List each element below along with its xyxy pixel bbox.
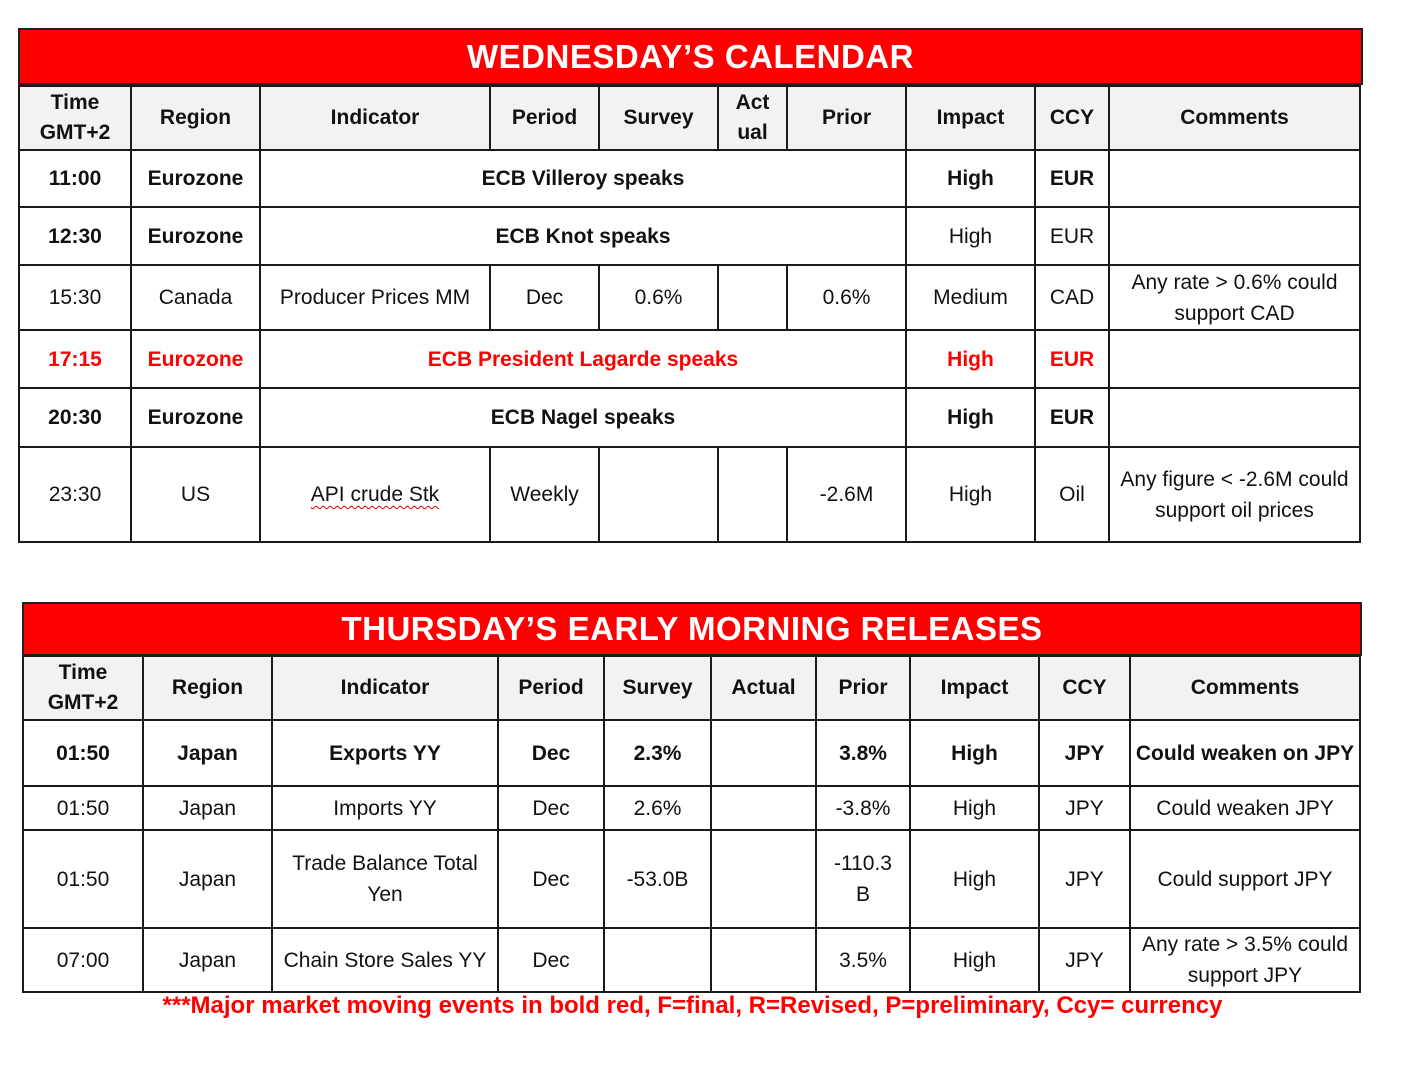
cell-comments: Any rate > 3.5% could support JPY <box>1130 928 1360 992</box>
cell-time: 15:30 <box>19 265 131 330</box>
cell-actual <box>711 928 816 992</box>
table-row <box>19 447 1360 542</box>
cell-impact: High <box>910 928 1039 992</box>
cell-time: 07:00 <box>23 928 143 992</box>
cell-comments: Any figure < -2.6M could support oil prices <box>1109 447 1360 542</box>
cell-period: Dec <box>490 265 599 330</box>
cell-region: Eurozone <box>131 150 260 207</box>
cell-ccy: JPY <box>1039 720 1130 786</box>
wednesday-title: WEDNESDAY’S CALENDAR <box>18 28 1363 85</box>
header-ccy: CCY <box>1035 86 1109 150</box>
cell-impact: High <box>906 447 1035 542</box>
header-time: Time GMT+2 <box>23 656 143 720</box>
cell-impact: Medium <box>906 265 1035 330</box>
cell-indicator <box>260 447 490 542</box>
cell-ccy: JPY <box>1039 830 1130 928</box>
header-prior: Prior <box>787 86 906 150</box>
cell-region: Eurozone <box>131 207 260 265</box>
cell-impact: High <box>906 388 1035 447</box>
cell-period: Dec <box>498 830 604 928</box>
cell-time: 01:50 <box>23 830 143 928</box>
table-row <box>23 830 1360 928</box>
cell-region: Japan <box>143 830 272 928</box>
header-row <box>19 86 1360 150</box>
header-actual: Actual <box>711 656 816 720</box>
cell-region: US <box>131 447 260 542</box>
cell-survey <box>599 447 718 542</box>
header-impact: Impact <box>910 656 1039 720</box>
header-period: Period <box>490 86 599 150</box>
cell-ccy: JPY <box>1039 786 1130 830</box>
cell-comments: Could weaken on JPY <box>1130 720 1360 786</box>
cell-impact: High <box>906 150 1035 207</box>
cell-prior: -3.8% <box>816 786 910 830</box>
cell-comments: Could weaken JPY <box>1130 786 1360 830</box>
cell-comments <box>1109 207 1360 265</box>
cell-actual <box>718 447 787 542</box>
cell-region: Japan <box>143 928 272 992</box>
table-row <box>19 265 1360 330</box>
cell-actual <box>711 720 816 786</box>
table-row <box>23 720 1360 786</box>
table-row <box>23 786 1360 830</box>
cell-time: 01:50 <box>23 720 143 786</box>
cell-ccy: CAD <box>1035 265 1109 330</box>
cell-period: Dec <box>498 786 604 830</box>
cell-prior: 3.5% <box>816 928 910 992</box>
cell-prior: 0.6% <box>787 265 906 330</box>
header-indicator: Indicator <box>272 656 498 720</box>
header-comments: Comments <box>1130 656 1360 720</box>
cell-indicator: Producer Prices MM <box>260 265 490 330</box>
cell-indicator: Exports YY <box>272 720 498 786</box>
cell-region: Eurozone <box>131 330 260 388</box>
cell-impact: High <box>910 720 1039 786</box>
prior-value: -110.3B <box>834 852 892 906</box>
cell-event: ECB Nagel speaks <box>260 388 906 447</box>
table-row <box>23 928 1360 992</box>
cell-indicator: Imports YY <box>272 786 498 830</box>
cell-actual <box>711 786 816 830</box>
header-time: Time GMT+2 <box>19 86 131 150</box>
cell-period: Dec <box>498 928 604 992</box>
cell-period: Dec <box>498 720 604 786</box>
spellcheck-text: API crude Stk <box>310 483 440 506</box>
cell-region: Eurozone <box>131 388 260 447</box>
cell-ccy: EUR <box>1035 150 1109 207</box>
cell-region: Japan <box>143 786 272 830</box>
cell-event: ECB President Lagarde speaks <box>260 330 906 388</box>
cell-region: Japan <box>143 720 272 786</box>
cell-survey <box>604 928 711 992</box>
header-indicator: Indicator <box>260 86 490 150</box>
cell-prior <box>816 830 910 928</box>
cell-event: ECB Knot speaks <box>260 207 906 265</box>
cell-impact: High <box>906 207 1035 265</box>
header-region: Region <box>131 86 260 150</box>
cell-comments <box>1109 150 1360 207</box>
cell-survey: 0.6% <box>599 265 718 330</box>
cell-impact: High <box>910 786 1039 830</box>
cell-time: 01:50 <box>23 786 143 830</box>
cell-time: 23:30 <box>19 447 131 542</box>
cell-ccy: JPY <box>1039 928 1130 992</box>
header-actual: Act ual <box>718 86 787 150</box>
cell-survey: 2.3% <box>604 720 711 786</box>
cell-comments: Could support JPY <box>1130 830 1360 928</box>
cell-region: Canada <box>131 265 260 330</box>
cell-survey: -53.0B <box>604 830 711 928</box>
cell-impact: High <box>910 830 1039 928</box>
header-row <box>23 656 1360 720</box>
cell-ccy: EUR <box>1035 388 1109 447</box>
cell-indicator: Trade Balance Total Yen <box>272 830 498 928</box>
cell-time: 11:00 <box>19 150 131 207</box>
table-row <box>19 150 1360 207</box>
footnote-legend: ***Major market moving events in bold red, F=final, R=Revised, P=preliminary, Ccy= currency <box>162 992 1223 1019</box>
cell-prior: 3.8% <box>816 720 910 786</box>
header-impact: Impact <box>906 86 1035 150</box>
cell-comments <box>1109 388 1360 447</box>
header-prior: Prior <box>816 656 910 720</box>
thursday-releases-table <box>22 655 1361 993</box>
header-survey: Survey <box>599 86 718 150</box>
thursday-title: THURSDAY’S EARLY MORNING RELEASES <box>22 602 1362 656</box>
wednesday-calendar-table <box>18 85 1361 543</box>
table-row-highlighted <box>19 330 1360 388</box>
cell-prior: -2.6M <box>787 447 906 542</box>
cell-survey: 2.6% <box>604 786 711 830</box>
header-ccy: CCY <box>1039 656 1130 720</box>
cell-comments: Any rate > 0.6% could support CAD <box>1109 265 1360 330</box>
cell-comments <box>1109 330 1360 388</box>
header-survey: Survey <box>604 656 711 720</box>
cell-event: ECB Villeroy speaks <box>260 150 906 207</box>
table-row <box>19 388 1360 447</box>
cell-time: 12:30 <box>19 207 131 265</box>
header-comments: Comments <box>1109 86 1360 150</box>
cell-time: 17:15 <box>19 330 131 388</box>
cell-period: Weekly <box>490 447 599 542</box>
cell-time: 20:30 <box>19 388 131 447</box>
cell-actual <box>718 265 787 330</box>
cell-actual <box>711 830 816 928</box>
cell-ccy: Oil <box>1035 447 1109 542</box>
cell-indicator: Chain Store Sales YY <box>272 928 498 992</box>
header-region: Region <box>143 656 272 720</box>
table-row <box>19 207 1360 265</box>
cell-ccy: EUR <box>1035 207 1109 265</box>
header-period: Period <box>498 656 604 720</box>
cell-impact: High <box>906 330 1035 388</box>
cell-ccy: EUR <box>1035 330 1109 388</box>
